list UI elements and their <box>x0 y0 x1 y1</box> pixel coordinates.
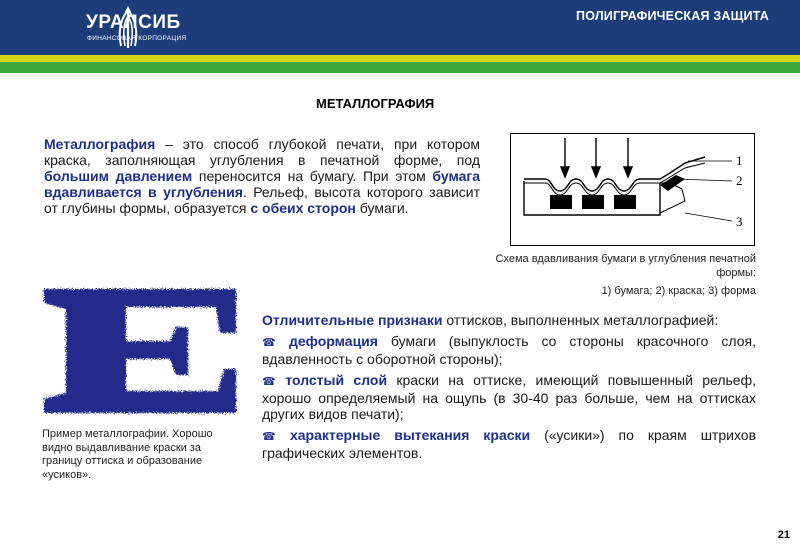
feature-text: («усики») по краям штрихов графических элементов. <box>262 427 757 461</box>
schema-legend: 1) бумага; 2) краска; 3) форма <box>601 285 756 297</box>
intro-text-4: бумаги. <box>355 200 409 216</box>
schema-label-3: 3 <box>736 214 743 229</box>
phone-bullet-icon: ☎ <box>262 376 276 388</box>
header-stripe-green <box>0 62 800 73</box>
section-title: МЕТАЛЛОГРАФИЯ <box>316 96 435 111</box>
feature-highlight: деформация <box>288 333 378 349</box>
feature-item <box>262 427 756 461</box>
sample-caption: Пример металлографии. Хорошо видно выдавливание краски за границу оттиска и образование «усиков». <box>42 428 213 481</box>
phone-bullet-icon: ☎ <box>262 431 276 443</box>
schema-caption: Схема вдавливания бумаги в углубления печатной формы: <box>495 253 756 279</box>
intro-term: Металлография <box>44 136 156 152</box>
intro-text-1: – это способ глубокой печати, при котором краска, заполняющая углубления в печатной форме, под <box>44 136 480 168</box>
features-block <box>262 312 756 466</box>
schema-label-2: 2 <box>736 173 743 188</box>
header-stripe-yellow <box>0 55 800 62</box>
intro-paragraph <box>44 136 480 216</box>
intaglio-schema-diagram <box>510 133 755 246</box>
page-number: 21 <box>777 529 790 541</box>
features-lead <box>262 312 756 328</box>
features-lead-text: оттисков, выполненных металлографией: <box>442 312 719 328</box>
intro-highlight-3: с обеих сторон <box>250 200 356 216</box>
intro-text-3: . Рельеф, высота которого зависит от глубины формы, образуется <box>44 184 481 216</box>
intro-highlight-1: большим давлением <box>44 168 193 184</box>
logo-name: УРАЛСИБ <box>86 12 181 33</box>
feature-text: краски на оттиске, имеющий повышенный рельеф, хорошо определяемый на ощупь (в 30-40 раз больше, чем на оттисках других видов печати); <box>262 372 756 422</box>
header-title: ПОЛИГРАФИЧЕСКАЯ ЗАЩИТА <box>576 9 769 23</box>
feature-highlight: толстый слой <box>285 372 388 388</box>
metallography-sample-image <box>40 283 238 418</box>
feature-text: бумаги (выпуклость со стороны красочного слоя, вдавленность с оборотной стороны); <box>262 333 756 367</box>
intro-highlight-2: бумага вдавливается в углубления <box>44 168 481 200</box>
phone-bullet-icon: ☎ <box>262 337 276 349</box>
intro-text-2: переносится на бумагу. При этом <box>192 168 433 184</box>
feature-highlight: характерные вытекания краски <box>289 427 531 443</box>
logo-subtitle: ФИНАНСОВАЯ КОРПОРАЦИЯ <box>87 35 187 42</box>
feature-item <box>262 333 756 367</box>
features-lead-highlight: Отличительные признаки <box>262 312 443 328</box>
schema-label-1: 1 <box>736 153 743 168</box>
feature-item <box>262 372 756 422</box>
